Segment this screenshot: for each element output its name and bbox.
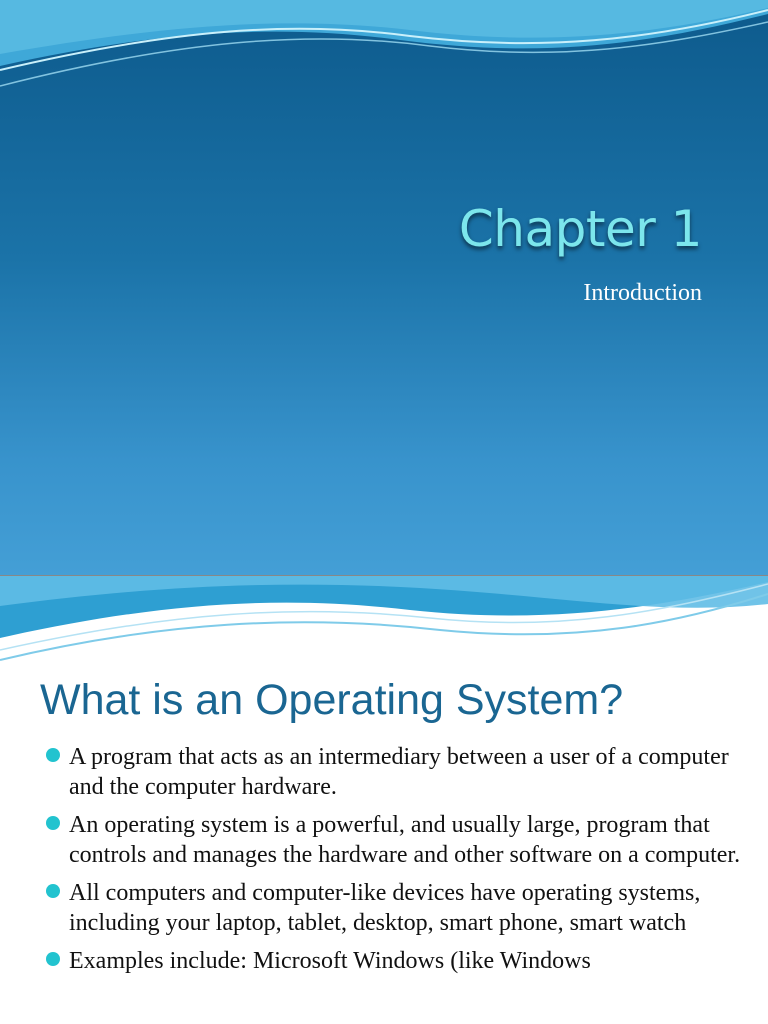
- bullet-text: A program that acts as an intermediary between a user of a computer and the computer hardware.: [69, 744, 729, 800]
- list-item: [46, 810, 746, 870]
- slide-what-is-os: [0, 576, 768, 1024]
- bullet-text: An operating system is a powerful, and usually large, program that controls and manages the hardware and other software on a computer.: [69, 812, 741, 868]
- bullet-icon: [46, 884, 60, 898]
- slide-title: What is an Operating System?: [40, 676, 624, 724]
- list-item: [46, 878, 746, 938]
- bullet-icon: [46, 816, 60, 830]
- list-item: [46, 742, 746, 802]
- list-item: [46, 946, 746, 976]
- bullet-icon: [46, 748, 60, 762]
- wave-decoration: [0, 0, 768, 100]
- slide-subtitle: Introduction: [583, 280, 702, 306]
- wave-decoration: [0, 576, 768, 676]
- bullet-list: [46, 742, 746, 984]
- slide-title: Chapter 1: [458, 200, 702, 258]
- bullet-text: All computers and computer-like devices have operating systems, including your laptop, tablet, desktop, smart phone, smart watch: [69, 880, 701, 936]
- bullet-icon: [46, 952, 60, 966]
- bullet-text: Examples include: Microsoft Windows (like Windows: [69, 948, 591, 974]
